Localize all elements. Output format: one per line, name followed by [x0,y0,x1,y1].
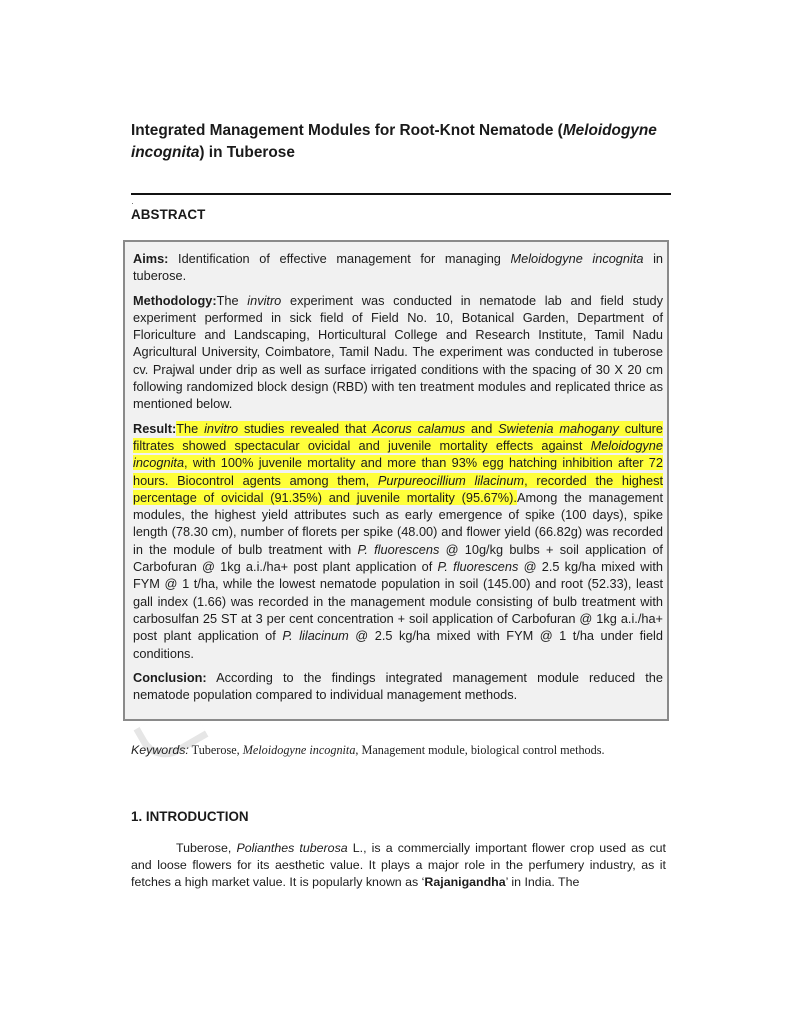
result-text: @ 10g/kg bulbs + soil application of Carbofuran @ 1kg a.i./ha+ post plant application of [133,541,663,575]
result-hl-text: culture filtrates showed spectacular ovicidal and juvenile mortality effects against [133,420,664,453]
introduction-heading: 1. INTRODUCTION [131,809,249,824]
title-divider [131,193,671,195]
intro-text: ’ in India. The [505,875,580,889]
result-italic: P. fluorescens [437,559,519,575]
result-hl-text: , recorded the highest percentage of ovicidal (91.35%) and juvenile mortality (95.67%). [133,472,664,505]
result-text: @ 2.5 kg/ha mixed with FYM @ 1 t/ha, while the lowest nematode population in soil (145.00) and root (52.33), least gall index (1.66) was recorded in the management module consisting of bulb treatment with carbosulfan 25 ST at 3 per cent concentration + soil application of Carbofuran @ 1kg a.i./ha+ post plant application of [133,559,663,644]
aims-label: Aims: [133,251,169,266]
abstract-heading: ABSTRACT [131,207,206,222]
methodology-text-end: experiment was conducted in nematode lab and field study experiment performed in sick field of Field No. 10, Botanical Garden, Department of Floriculture and Landscaping, Horticultural College and Research Institute, Tamil Nadu Agricultural University, Coimbatore, Tamil Nadu. The experiment was conducted in tuberose cv. Prajwal under drip as well as surface irrigated conditions with the spacing of 30 X 20 cm following randomized block design (RBD) with ten treatment modules and replicated thrice as mentioned below. [133,292,664,412]
abstract-box [123,240,669,721]
aims-text: Identification of effective management for managing [168,251,511,266]
conclusion-label: Conclusion: [133,669,207,685]
result-text: Among the management modules, the highest yield attributes such as early emergence of spike (100 days), spike length (78.30 cm), number of florets per spike (48.00) and flower yield (66.82g) was recorded in the module of bulb treatment with [133,489,663,557]
result-hl-italic: invitro [204,420,239,436]
result-hl-italic: Swietenia mahogany [498,420,619,436]
abstract-methodology [133,292,663,413]
abstract-aims [133,250,663,285]
abstract-conclusion [133,669,663,704]
title-species: Meloidogyne incognita [131,122,657,161]
result-hl-text: studies revealed that [238,420,373,436]
paper-title [131,120,676,164]
intro-species: Polianthes tuberosa [236,841,348,855]
result-italic: P. lilacinum [282,628,349,644]
title-text: Integrated Management Modules for Root-Knot Nematode ( [131,122,563,139]
intro-text: L., is a commercially important flower crop used as cut and loose flowers for its aesthetic value. It plays a major role in the perfumery industry, as it fetches a high market value. It is popularly known as ‘ [131,841,666,889]
aims-text-end: in tuberose. [133,251,663,284]
title-text-end: ) in Tuberose [199,144,295,161]
conclusion-text: According to the findings integrated management module reduced the nematode population compared to individual management methods. [133,669,663,703]
methodology-italic: invitro [247,292,282,308]
intro-bold-term: Rajanigandha [424,875,506,889]
result-italic: P. fluorescens [357,541,440,557]
methodology-label: Methodology: [133,292,217,308]
keywords-line [131,743,605,758]
result-hl-italic: Meloidogyne incognita [133,437,663,471]
result-hl-italic: Purpureocillium lilacinum [377,472,525,488]
introduction-paragraph [131,840,666,891]
intro-text: Tuberose, [176,841,237,855]
keywords-label: Keywords: [131,743,189,757]
keywords-text-end: , Management module, biological control methods. [355,743,605,757]
keywords-species: Meloidogyne incognita [242,743,356,757]
abstract-result [133,420,663,662]
result-text: @ 2.5 kg/ha mixed with FYM @ 1 t/ha under field conditions. [133,628,663,661]
result-hl-text: , with 100% juvenile mortality and more than 93% egg hatching inhibition after 72 hours. Biocontrol agents among them, [133,455,663,488]
result-label: Result: [133,420,177,436]
result-hl-italic: Acorus calamus [372,420,466,436]
keywords-text [189,743,605,757]
methodology-text: The [216,292,248,308]
abstract-content [133,250,663,710]
result-hl-text: The [176,420,205,436]
aims-species: Meloidogyne incognita [510,251,644,266]
result-hl-text: and [465,420,499,436]
keywords-text-start: Tuberose, [188,743,243,757]
stray-dot [132,203,133,204]
